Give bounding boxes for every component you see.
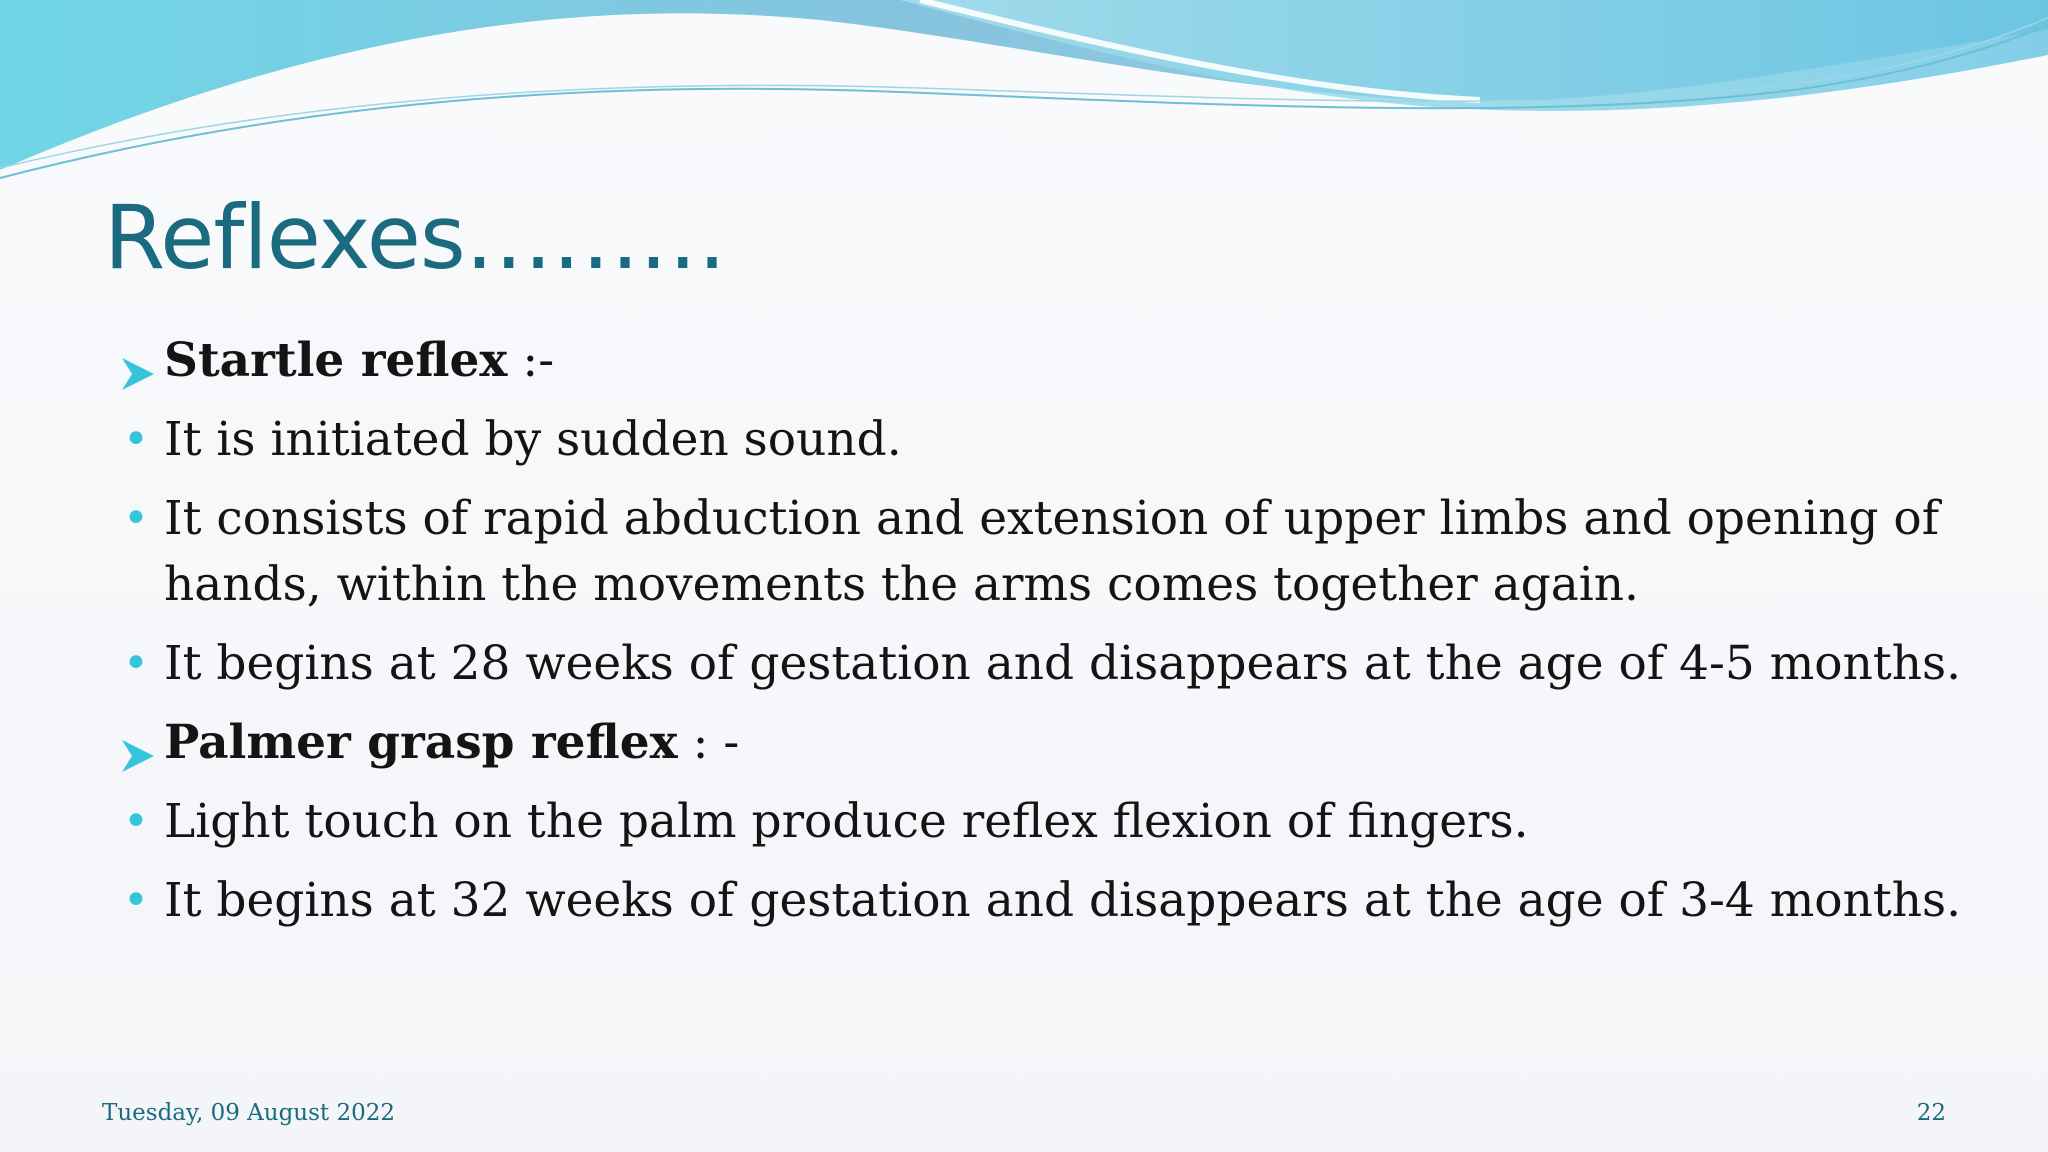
page-number: 22 xyxy=(1916,1100,1946,1126)
list-item xyxy=(116,868,1996,934)
arrowhead-icon xyxy=(120,726,156,762)
list-item-text: It begins at 32 weeks of gestation and disappears at the age of 3-4 months. xyxy=(164,873,1962,928)
list-item xyxy=(116,789,1996,855)
list-item xyxy=(116,407,1996,473)
list-item-text: It is initiated by sudden sound. xyxy=(164,412,902,467)
arrowhead-icon xyxy=(120,344,156,380)
section-heading-startle xyxy=(116,328,1996,394)
bullet-dot-icon: • xyxy=(123,493,149,544)
list-item xyxy=(116,486,1996,618)
heading-label: Startle reflex xyxy=(164,333,508,388)
bullet-list xyxy=(116,328,1996,947)
heading-suffix: : - xyxy=(677,715,740,770)
section-heading-palmer xyxy=(116,710,1996,776)
bullet-dot-icon: • xyxy=(123,638,149,689)
list-item-text: It begins at 28 weeks of gestation and disappears at the age of 4-5 months. xyxy=(164,636,1962,691)
slide-title: Reflexes……… xyxy=(104,186,726,289)
list-item xyxy=(116,631,1996,697)
bullet-dot-icon: • xyxy=(123,414,149,465)
header-wave-decoration xyxy=(0,0,2048,200)
list-item-text: It consists of rapid abduction and extension of upper limbs and opening of hands, within the movements the arms comes together again. xyxy=(164,491,1940,612)
bullet-dot-icon: • xyxy=(123,796,149,847)
footer-date: Tuesday, 09 August 2022 xyxy=(102,1100,395,1126)
heading-label: Palmer grasp reflex xyxy=(164,715,678,770)
bullet-dot-icon: • xyxy=(123,875,149,926)
list-item-text: Light touch on the palm produce reflex flexion of fingers. xyxy=(164,794,1529,849)
heading-suffix: :- xyxy=(507,333,555,388)
